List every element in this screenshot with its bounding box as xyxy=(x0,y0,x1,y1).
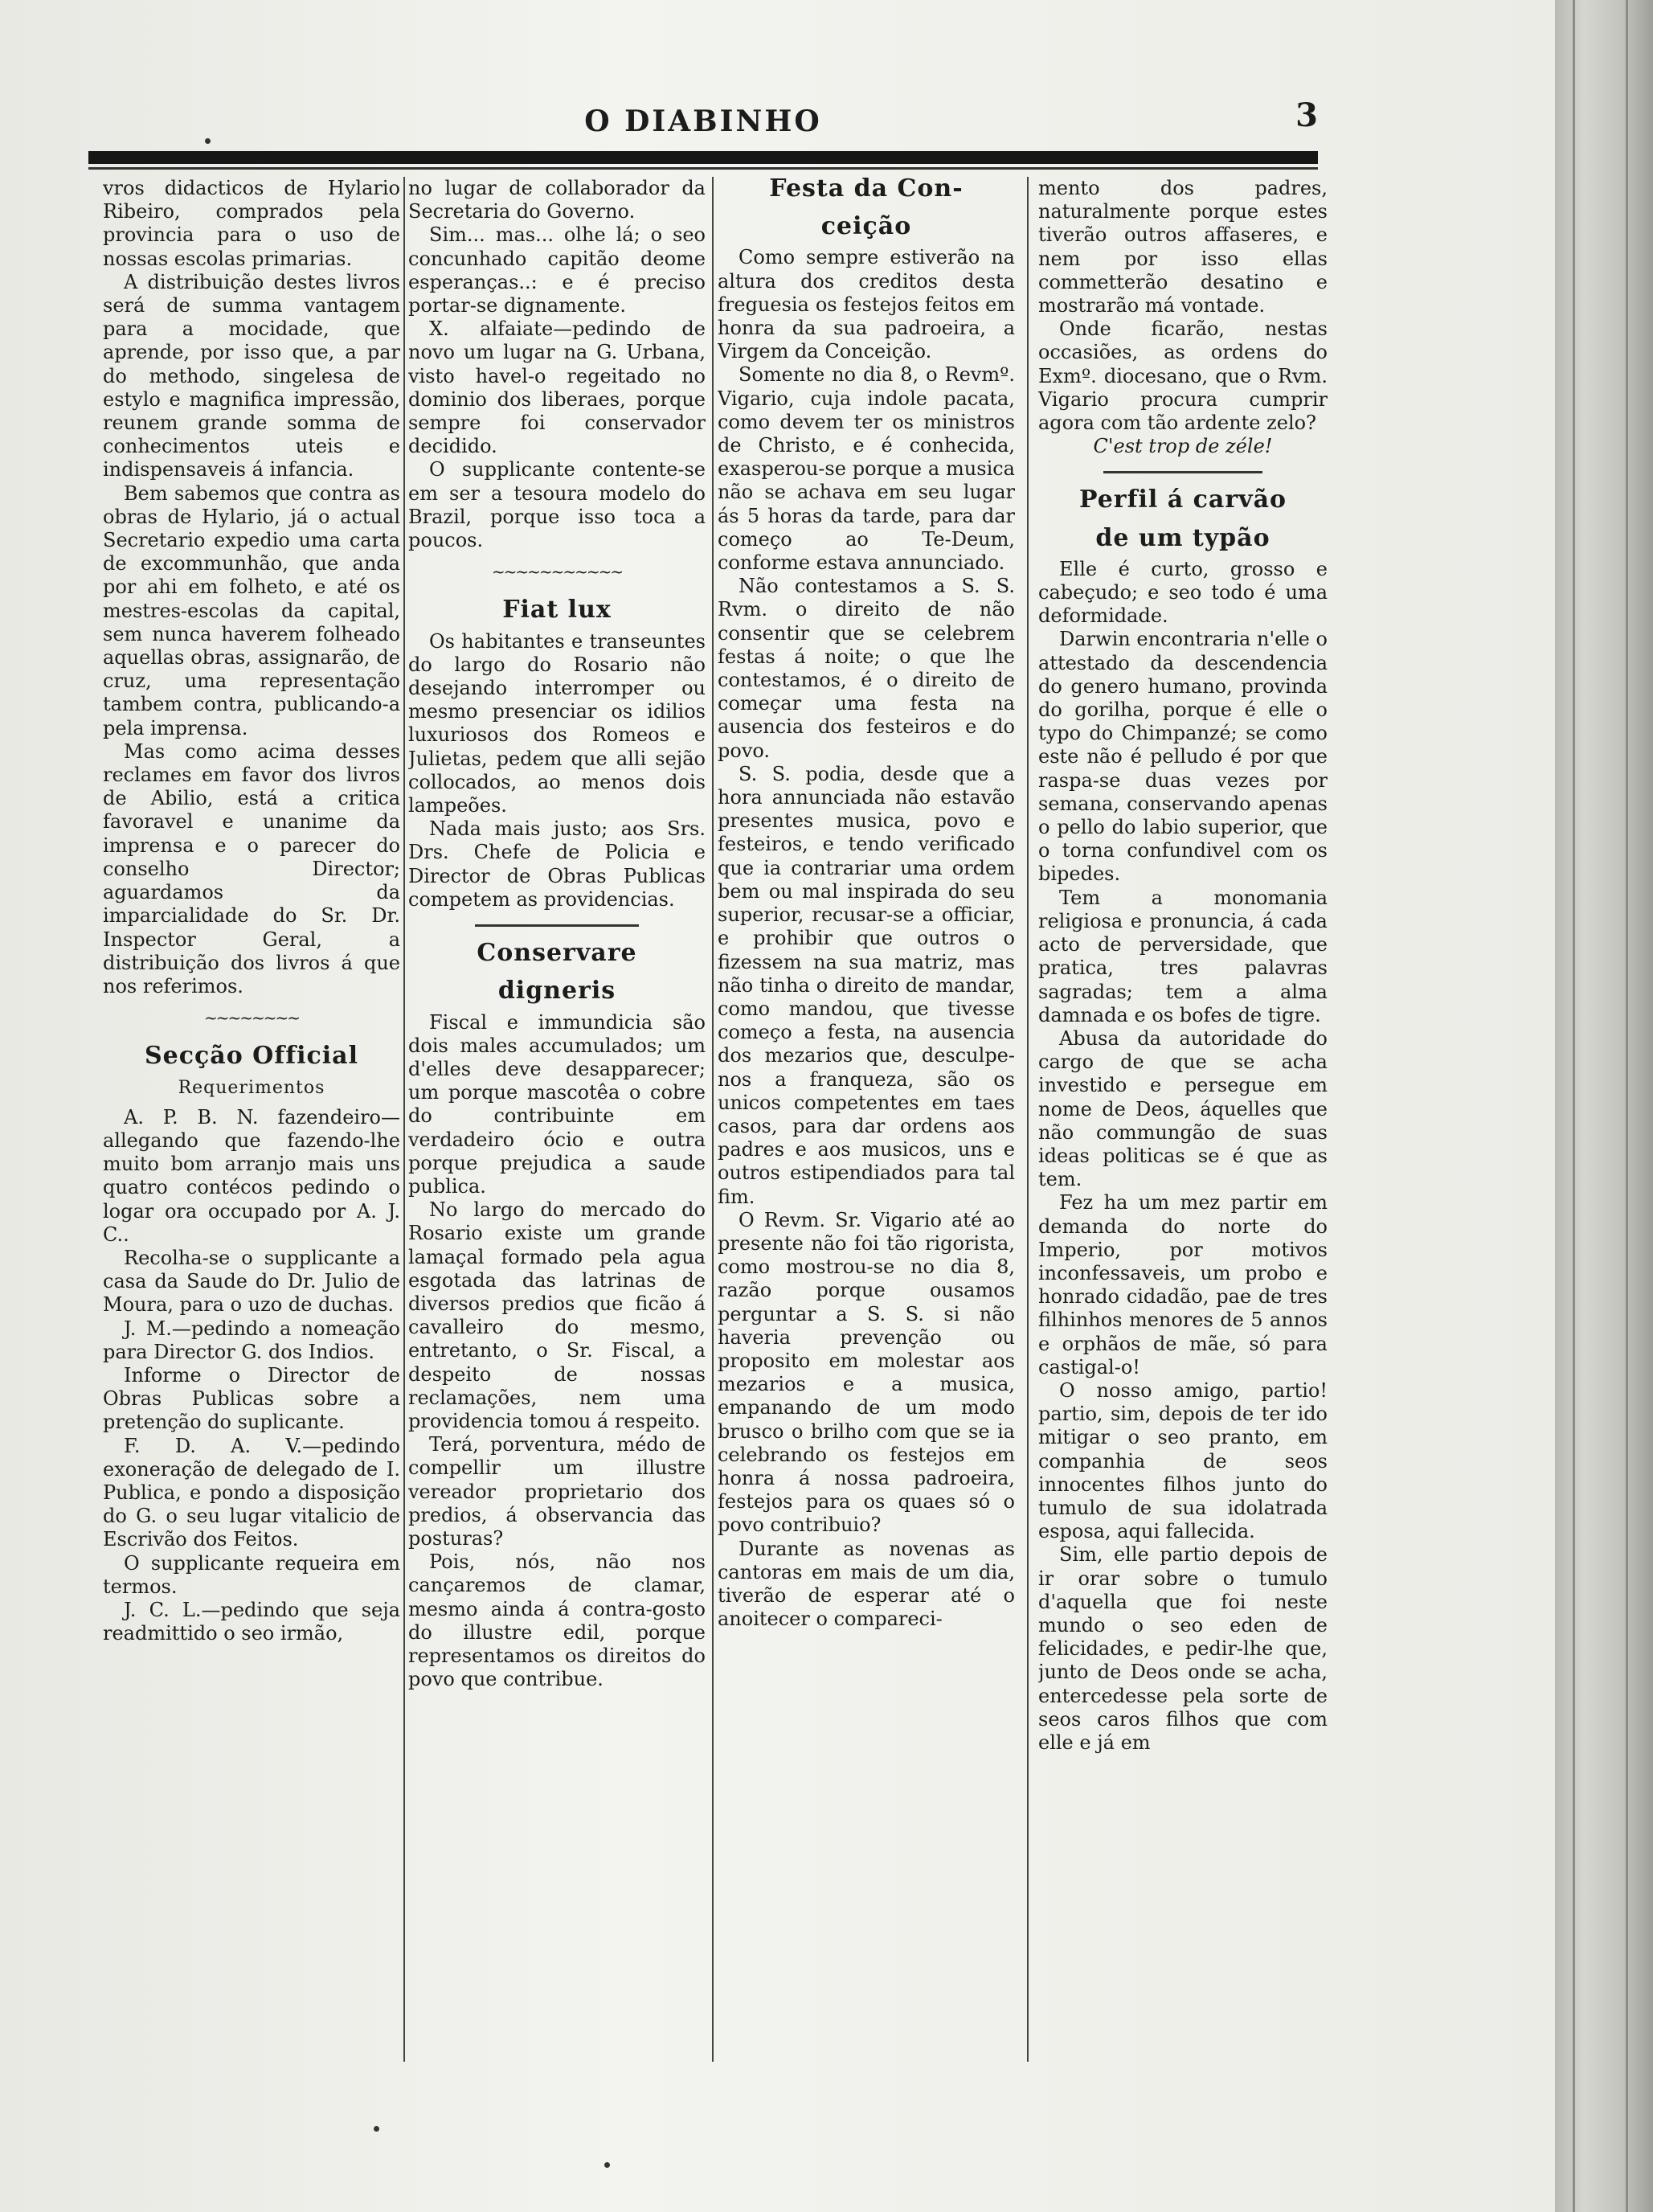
masthead-rule xyxy=(88,151,1318,164)
section-rule xyxy=(475,924,639,927)
subsection-heading: Requerimentos xyxy=(178,1077,325,1098)
paragraph: Sim... mas... olhe lá; o seo concunhado capitão deome esperanças..: e é preciso portar-se dignamente. xyxy=(408,223,706,317)
paragraph: Sim, elle partio depois de ir orar sobre o tumulo d'aquella que foi neste mundo o seo eden de felicidades, e pedir-lhe que, junto de Deos onde se acha, entercedesse pela sorte de seos caros filhos que com elle e já em xyxy=(1038,1543,1328,1754)
section-heading: Festa da Con- xyxy=(769,177,964,203)
section-heading: Fiat lux xyxy=(502,596,612,625)
paragraph: Informe o Director de Obras Publicas sobre a pretenção do suplicante. xyxy=(103,1363,400,1434)
masthead xyxy=(88,96,1318,153)
page-number: 3 xyxy=(1295,96,1318,134)
paragraph: mento dos padres, naturalmente porque estes tiverão outros affaseres, e nem por isso ellas commetterão desatino e mostrarão má vontade. xyxy=(1038,177,1328,317)
paragraph: O supplicante requeira em termos. xyxy=(103,1551,400,1598)
column-divider xyxy=(1027,177,1029,2062)
text-column-4 xyxy=(1038,177,1328,2074)
paragraph: O supplicante contente-se em ser a tesoura modelo do Brazil, porque isso toca a poucos. xyxy=(408,458,706,552)
paragraph: Terá, porventura, médo de compellir um illustre vereador proprietario dos predios, á observancia das posturas? xyxy=(408,1433,706,1550)
paragraph: no lugar de collaborador da Secretaria do Governo. xyxy=(408,177,706,223)
paragraph: A. P. B. N. fazendeiro—allegando que fazendo-lhe muito bom arranjo mais uns quatro contécos pedindo o logar ora occupado por A. J. C.. xyxy=(103,1105,400,1246)
paragraph: No largo do mercado do Rosario existe um grande lamaçal formado pela agua esgotada das latrinas de diversos predios que ficão á cavalleiro do mesmo, entretanto, o Sr. Fiscal, a despeito de nossas reclamações, nem uma providencia tomou á respeito. xyxy=(408,1198,706,1432)
paragraph: Darwin encontraria n'elle o attestado da descendencia do genero humano, provinda do gorilha, porque é elle o typo do Chimpanzé; se como este não é pelludo é por que raspa-se duas vezes por semana, conservando apenas o pello do labio superior, que o torna confundivel com os bipedes. xyxy=(1038,628,1328,886)
paragraph: Elle é curto, grosso e cabeçudo; e seo todo é uma deformidade. xyxy=(1038,557,1328,628)
paragraph: Fiscal e immundicia são dois males accumulados; um d'elles deve desapparecer; um porque mascotêa o cobre do contribuinte em verdadeiro ócio e outra porque prejudica a saude publica. xyxy=(408,1010,706,1198)
section-heading: Secção Official xyxy=(144,1042,358,1071)
column-divider xyxy=(712,177,714,2062)
binding-line xyxy=(1626,0,1628,2212)
newspaper-title: O DIABINHO xyxy=(584,104,822,138)
paragraph: X. alfaiate—pedindo de novo um lugar na G. Urbana, visto havel-o regeitado no dominio dos liberaes, porque sempre foi conservador decidido. xyxy=(408,317,706,458)
ornament-divider: ~~~~~~~~~~~ xyxy=(491,562,623,582)
paragraph: O nosso amigo, partio! partio, sim, depois de ter ido mitigar o seo pranto, em companhia de seos innocentes filhos junto do tumulo de sua idolatrada esposa, aqui fallecida. xyxy=(1038,1378,1328,1543)
paragraph: Fez ha um mez partir em demanda do norte do Imperio, por motivos inconfessaveis, um probo e honrado cidadão, pae de tres filhinhos menores de 5 annos e orphãos de mãe, só para castigal-o! xyxy=(1038,1191,1328,1378)
paragraph: Somente no dia 8, o Revmº. Vigario, cuja indole pacata, como devem ter os ministros de Christo, e é conhecida, exasperou-se porque a musica não se achava em seu lugar ás 5 horas da tarde, para dar começo ao Te-Deum, conforme estava annunciado. xyxy=(718,363,1015,575)
section-heading: digneris xyxy=(497,977,616,1006)
text-column-3 xyxy=(718,177,1015,2074)
section-rule xyxy=(1103,471,1262,473)
section-heading: Conservare xyxy=(477,939,637,968)
paragraph: Tem a monomania religiosa e pronuncia, á cada acto de perversidade, que pratica, tres palavras sagradas; tem a alma damnada e os bofes de tigre. xyxy=(1038,886,1328,1026)
masthead-rule-thin xyxy=(88,167,1318,170)
ornament-divider: ~~~~~~~~ xyxy=(203,1008,300,1028)
print-speck xyxy=(205,138,211,144)
paragraph: Mas como acima desses reclames em favor dos livros de Abilio, está a critica favoravel e unanime da imprensa e o parecer do conselho Director; aguardamos da imparcialidade do Sr. Dr. Inspector Geral, a distribuição dos livros á que nos referimos. xyxy=(103,739,400,997)
paragraph: Recolha-se o supplicante a casa da Saude do Dr. Julio de Moura, para o uzo de duchas. xyxy=(103,1246,400,1317)
binding-line xyxy=(1573,0,1575,2212)
text-column-1 xyxy=(103,177,400,2074)
column-divider xyxy=(403,177,405,2062)
paragraph: Como sempre estiverão na altura dos creditos desta freguesia os festejos feitos em honra da sua padroeira, a Virgem da Conceição. xyxy=(718,246,1015,363)
paragraph: Bem sabemos que contra as obras de Hylario, já o actual Secretario expedio uma carta de excommunhão, que anda por ahi em folheto, e até os mestres-escolas da capital, sem nunca haverem folheado aquellas obras, assignarão, de cruz, uma representação tambem contra, publicando-a pela imprensa. xyxy=(103,481,400,739)
paragraph: O Revm. Sr. Vigario até ao presente não foi tão rigorista, como mostrou-se no dia 8, razão porque ousamos perguntar a S. S. si não haveria prevenção ou proposito em molestar aos mezarios e a musica, empanando de um modo brusco o brilho com que se ia celebrando os festejos em honra á nossa padroeira, festejos para os quaes só o povo contribuio? xyxy=(718,1208,1015,1537)
paragraph: Durante as novenas as cantoras em mais de um dia, tiverão de esperar até o anoitecer o compareci- xyxy=(718,1537,1015,1631)
text-column-2 xyxy=(408,177,706,2074)
paragraph: Pois, nós, não nos cançaremos de clamar, mesmo ainda á contra-gosto do illustre edil, porque representamos os direitos do povo que contribue. xyxy=(408,1550,706,1691)
paragraph: Onde ficarão, nestas occasiões, as ordens do Exmº. diocesano, que o Rvm. Vigario procura cumprir agora com tão ardente zelo? xyxy=(1038,317,1328,435)
page-binding-edge xyxy=(1555,0,1653,2212)
print-speck xyxy=(604,2162,610,2168)
section-heading: de um typão xyxy=(1095,523,1270,552)
paragraph: Nada mais justo; aos Srs. Drs. Chefe de Policia e Director de Obras Publicas competem as providencias. xyxy=(408,817,706,911)
paragraph: vros didacticos de Hylario Ribeiro, comprados pela provincia para o uso de nossas escolas primarias. xyxy=(103,177,400,270)
paragraph: Abusa da autoridade do cargo de que se acha investido e persegue em nome de Deos, áquelles que não commungão de suas ideas politicas se é que as tem. xyxy=(1038,1026,1328,1191)
paragraph: J. M.—pedindo a nomeação para Director G. dos Indios. xyxy=(103,1317,400,1363)
print-speck xyxy=(374,2126,379,2132)
section-heading: ceição xyxy=(820,212,912,241)
paragraph: F. D. A. V.—pedindo exoneração de delegado de I. Publica, e pondo a disposição do G. o seu lugar vitalicio de Escrivão dos Feitos. xyxy=(103,1434,400,1551)
paragraph: A distribuição destes livros será de summa vantagem para a mocidade, que aprende, por isso que, a par do methodo, singelesa de estylo e magnifica impressão, reunem grande somma de conhecimentos uteis e indispensaveis á infancia. xyxy=(103,270,400,481)
closing-remark: C'est trop de zéle! xyxy=(1093,435,1273,458)
paragraph: J. C. L.—pedindo que seja readmittido o seo irmão, xyxy=(103,1598,400,1645)
paragraph: S. S. podia, desde que a hora annunciada não estavão presentes musica, povo e festeiros, e tendo verificado que ia contrariar uma ordem bem ou mal inspirada do seu superior, recusar-se a officiar, e prohibir que outros o fizessem na sua matriz, mas não tinha o direito de mandar, como mandou, que tivesse começo a festa, na ausencia dos mezarios que, desculpe-nos a franqueza, são os unicos competentes em taes casos, para dar ordens aos padres e aos musicos, uns e outros estipendiados para tal fim. xyxy=(718,762,1015,1208)
paragraph: Não contestamos a S. S. Rvm. o direito de não consentir que se celebrem festas á noite; o que lhe contestamos, é o direito de começar uma festa na ausencia dos festeiros e do povo. xyxy=(718,575,1015,762)
section-heading: Perfil á carvão xyxy=(1078,485,1287,514)
paragraph: Os habitantes e transeuntes do largo do Rosario não desejando interromper ou mesmo presenciar os idilios luxuriosos dos Romeos e Julietas, pedem que alli sejão collocados, ao menos dois lampeões. xyxy=(408,629,706,817)
